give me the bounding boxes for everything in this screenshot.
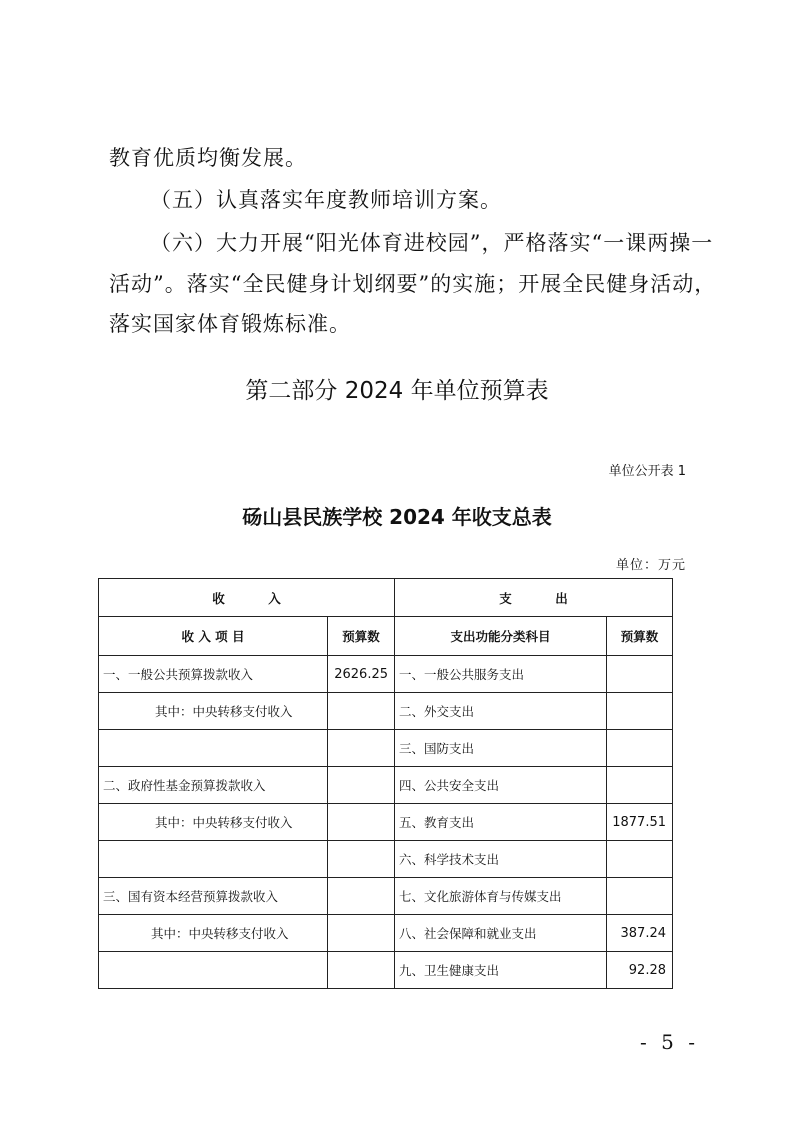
body-paragraph-item-6-line2: 活动”。落实“全民健身计划纲要”的实施；开展全民健身活动， <box>109 272 717 296</box>
income-item-cell: 三、国有资本经营预算拨款收入 <box>99 878 328 915</box>
income-item-cell <box>99 841 328 878</box>
expense-value-cell: 1877.51 <box>607 804 673 841</box>
table-title: 砀山县民族学校 2024 年收支总表 <box>242 505 552 529</box>
expense-item-cell: 三、国防支出 <box>395 730 607 767</box>
table-number-label: 单位公开表 1 <box>608 464 686 479</box>
body-paragraph-item-5: （五）认真落实年度教师培训方案。 <box>150 188 502 212</box>
expense-item-cell: 四、公共安全支出 <box>395 767 607 804</box>
expense-value-cell <box>607 767 673 804</box>
income-item-cell: 二、政府性基金预算拨款收入 <box>99 767 328 804</box>
table-column-header-row <box>99 617 673 656</box>
table-row <box>99 656 673 693</box>
expense-item-column-header: 支出功能分类科目 <box>395 617 607 656</box>
unit-label: 单位：万元 <box>615 558 686 573</box>
income-value-cell <box>328 952 395 989</box>
table-row <box>99 841 673 878</box>
expense-item-cell: 五、教育支出 <box>395 804 607 841</box>
expense-value-cell: 92.28 <box>607 952 673 989</box>
expense-item-cell: 二、外交支出 <box>395 693 607 730</box>
body-paragraph-item-6-line1: （六）大力开展“阳光体育进校园”，严格落实“一课两操一 <box>150 231 714 255</box>
table-row <box>99 804 673 841</box>
expense-item-cell: 七、文化旅游体育与传媒支出 <box>395 878 607 915</box>
table-row <box>99 767 673 804</box>
income-group-header: 收 入 <box>99 579 395 617</box>
expense-item-cell: 一、一般公共服务支出 <box>395 656 607 693</box>
expense-value-cell <box>607 656 673 693</box>
table-row <box>99 952 673 989</box>
income-item-cell: 其中：中央转移支付收入 <box>99 693 328 730</box>
income-value-cell <box>328 878 395 915</box>
income-item-cell <box>99 730 328 767</box>
page-number: - 5 - <box>640 1030 699 1054</box>
income-value-cell <box>328 804 395 841</box>
income-value-cell <box>328 767 395 804</box>
income-budget-column-header: 预算数 <box>328 617 395 656</box>
expense-item-cell: 六、科学技术支出 <box>395 841 607 878</box>
expense-item-cell: 八、社会保障和就业支出 <box>395 915 607 952</box>
income-value-cell <box>328 841 395 878</box>
expense-value-cell <box>607 841 673 878</box>
income-item-cell: 其中：中央转移支付收入 <box>99 804 328 841</box>
income-value-cell: 2626.25 <box>328 656 395 693</box>
expense-group-header: 支 出 <box>395 579 673 617</box>
income-value-cell <box>328 730 395 767</box>
income-item-cell <box>99 952 328 989</box>
income-value-cell <box>328 915 395 952</box>
table-row <box>99 693 673 730</box>
table-row <box>99 730 673 767</box>
income-item-cell: 一、一般公共预算拨款收入 <box>99 656 328 693</box>
table-group-header-row <box>99 579 673 617</box>
budget-summary-table <box>98 578 673 989</box>
income-item-column-header: 收 入 项 目 <box>99 617 328 656</box>
expense-item-cell: 九、卫生健康支出 <box>395 952 607 989</box>
expense-budget-column-header: 预算数 <box>607 617 673 656</box>
expense-value-cell <box>607 693 673 730</box>
body-paragraph-item-6-line3: 落实国家体育锻炼标准。 <box>109 312 351 336</box>
expense-value-cell <box>607 878 673 915</box>
expense-value-cell <box>607 730 673 767</box>
body-paragraph-line: 教育优质均衡发展。 <box>109 146 307 170</box>
table-row <box>99 878 673 915</box>
section-title: 第二部分 2024 年单位预算表 <box>245 378 549 404</box>
table-row <box>99 915 673 952</box>
expense-value-cell: 387.24 <box>607 915 673 952</box>
income-value-cell <box>328 693 395 730</box>
income-item-cell: 其中：中央转移支付收入 <box>99 915 328 952</box>
